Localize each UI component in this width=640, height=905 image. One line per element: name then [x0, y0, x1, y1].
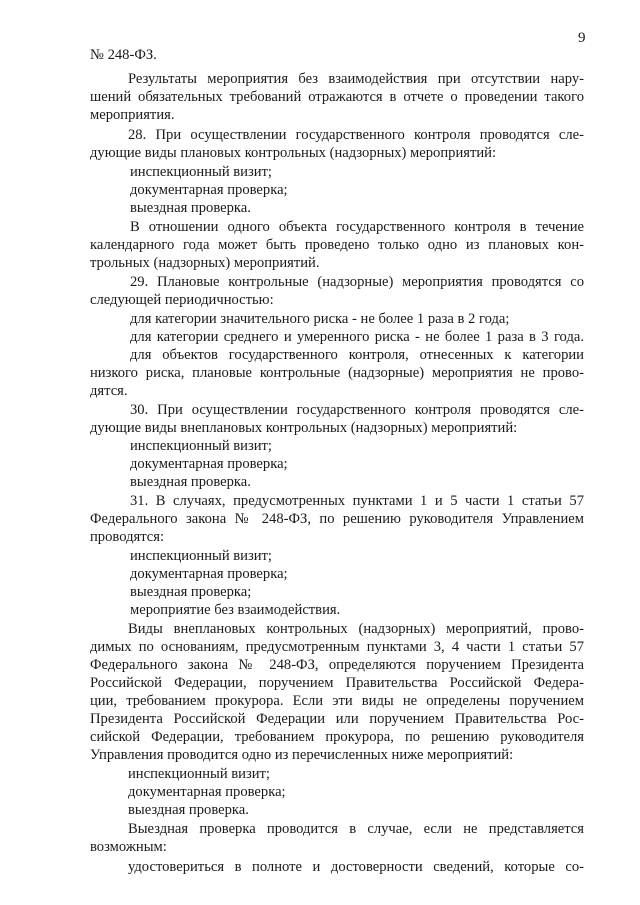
text-line: для объектов государственного контроля, отнесенных к категории — [130, 347, 584, 363]
text-line: Президента Российской Федерации или поручением Правительства Рос- — [90, 711, 584, 727]
text-line: календарного года может быть проведено только одно из плановых кон- — [90, 237, 584, 253]
text-line: В отношении одного объекта государственного контроля в течение — [130, 219, 584, 235]
text-line: № 248-ФЗ. — [90, 47, 157, 63]
text-line: инспекционный визит; — [128, 766, 270, 782]
text-line: возможным: — [90, 839, 167, 855]
text-line: Виды внеплановых контрольных (надзорных) мероприятий, прово- — [128, 621, 584, 637]
text-line: трольных (надзорных) мероприятий. — [90, 255, 320, 271]
text-line: мероприятия. — [90, 107, 175, 123]
text-line: Федерального закона № 248-ФЗ, по решению руководителя Управлением — [90, 511, 584, 527]
text-line: Федерального закона № 248-ФЗ, определяются поручением Президента — [90, 657, 584, 673]
text-line: Управления проводится одно из перечисленных ниже мероприятий: — [90, 747, 514, 763]
text-line: шений обязательных требований отражаются в отчете о проведении такого — [90, 89, 584, 105]
text-line: удостовериться в полноте и достоверности сведений, которые со- — [128, 859, 584, 875]
text-line: проводятся: — [90, 529, 165, 545]
text-line: 28. При осуществлении государственного контроля проводятся сле- — [128, 127, 584, 143]
text-line: низкого риска, плановые контрольные (надзорные) мероприятия не прово- — [90, 365, 584, 381]
text-line: 30. При осуществлении государственного контроля проводятся сле- — [130, 402, 584, 418]
text-line: для категории значительного риска - не более 1 раза в 2 года; — [130, 311, 510, 327]
text-line: 31. В случаях, предусмотренных пунктами 1 и 5 части 1 статьи 57 — [130, 493, 584, 509]
text-line: мероприятие без взаимодействия. — [130, 602, 341, 618]
text-line: выездная проверка. — [130, 474, 251, 490]
text-line: выездная проверка; — [130, 584, 252, 600]
text-line: документарная проверка; — [130, 456, 288, 472]
text-line: Выездная проверка проводится в случае, если не представляется — [128, 821, 584, 837]
text-line: инспекционный визит; — [130, 548, 272, 564]
text-line: дующие виды внеплановых контрольных (надзорных) мероприятий: — [90, 420, 518, 436]
text-line: инспекционный визит; — [130, 438, 272, 454]
text-line: Российской Федерации, поручением Правительства Российской Федера- — [90, 675, 584, 691]
text-line: дятся. — [90, 383, 128, 399]
text-line: для категории среднего и умеренного риска - не более 1 раза в 3 года. — [130, 329, 584, 345]
page-number: 9 — [578, 30, 586, 46]
text-line: документарная проверка; — [130, 182, 288, 198]
text-line: инспекционный визит; — [130, 164, 272, 180]
text-line: 29. Плановые контрольные (надзорные) мероприятия проводятся со — [130, 274, 584, 290]
text-line: выездная проверка. — [128, 802, 249, 818]
text-line: ции, требованием прокурора. Если эти виды не определены поручением — [90, 693, 584, 709]
text-line: документарная проверка; — [128, 784, 286, 800]
text-line: димых по основаниям, предусмотренным пунктами 3, 4 части 1 статьи 57 — [90, 639, 584, 655]
text-line: выездная проверка. — [130, 200, 251, 216]
text-line: документарная проверка; — [130, 566, 288, 582]
text-line: Результаты мероприятия без взаимодействия при отсутствии нару- — [128, 71, 584, 87]
text-line: следующей периодичностью: — [90, 292, 274, 308]
text-line: дующие виды плановых контрольных (надзорных) мероприятий: — [90, 145, 497, 161]
text-line: сийской Федерации, требованием прокурора, по решению руководителя — [90, 729, 584, 745]
